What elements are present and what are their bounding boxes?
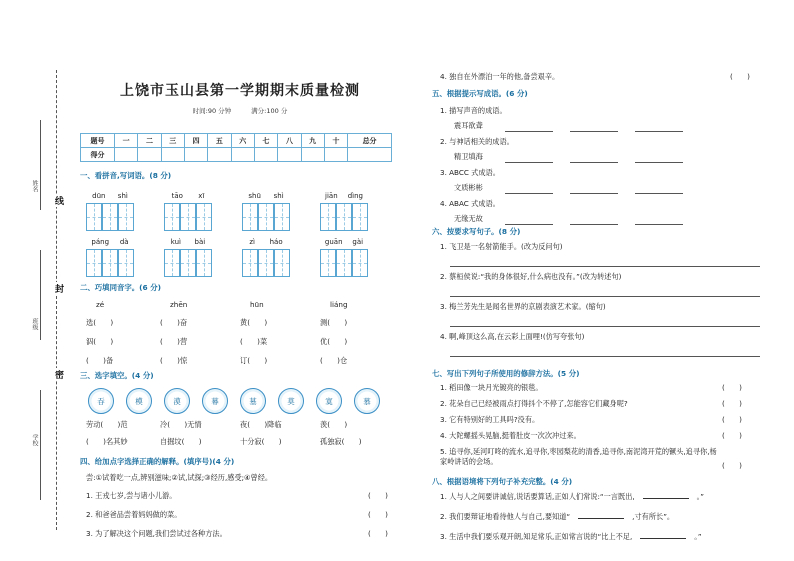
tianzi-grid[interactable]: [164, 249, 212, 277]
tianzi-cell[interactable]: [242, 203, 258, 231]
pinyin-group: [164, 192, 212, 231]
score-cell[interactable]: [324, 148, 347, 162]
pinyin-syllable: dūn: [92, 192, 106, 200]
rewrite-item: 1. 飞卫是一名射箭能手。(改为反问句): [440, 242, 563, 251]
homophone-blank[interactable]: 黄( ): [240, 318, 268, 327]
idiom-example: 无缘无故: [454, 214, 483, 223]
score-cell[interactable]: [231, 148, 254, 162]
completion-item: [440, 512, 674, 522]
score-cell[interactable]: [184, 148, 207, 162]
score-cell[interactable]: [254, 148, 277, 162]
idiom-blank[interactable]: [505, 131, 553, 132]
score-header-cell: 四: [184, 134, 207, 148]
rhetoric-item: 3. 它有特别好的工具吗?没有。: [440, 415, 540, 424]
idiom-blank[interactable]: [505, 193, 553, 194]
idiom-blank[interactable]: [570, 224, 618, 225]
answer-paren[interactable]: ( ): [722, 399, 742, 408]
pinyin-syllable: kuì: [170, 238, 181, 246]
seal-word-seal: 封: [53, 284, 63, 293]
tianzi-cell[interactable]: [86, 203, 102, 231]
idiom-prompt: 3. ABCC 式成语。: [440, 168, 500, 177]
homophone-blank[interactable]: ( )奋: [160, 318, 188, 327]
score-header-cell: 八: [278, 134, 301, 148]
char-fill-blank[interactable]: 劳动( )范: [86, 420, 128, 429]
rewrite-answer-line[interactable]: [450, 266, 760, 267]
tianzi-cell[interactable]: [86, 249, 102, 277]
idiom-example: 文质彬彬: [454, 183, 483, 192]
definition-item: 2. 和爸爸品尝着妈妈做的菜。: [86, 510, 182, 519]
completion-text: 2. 我们要辩证地看待他人与自己,要知道“: [440, 512, 571, 521]
rewrite-answer-line[interactable]: [450, 326, 760, 327]
tianzi-grid[interactable]: [320, 203, 368, 231]
pinyin-label: [86, 192, 134, 203]
char-fill-blank[interactable]: 孤独寂( ): [320, 437, 362, 446]
char-option-badge: 模: [126, 388, 152, 414]
rewrite-item: 4. 啊,峰顶这么高,在云彩上面哩!(仿写夸张句): [440, 332, 585, 341]
definition-item: 3. 为了解决这个问题,我们尝试过各种方法。: [86, 529, 227, 538]
pinyin-syllable: bài: [194, 238, 206, 246]
pinyin-label: [164, 192, 212, 203]
seal-dashed-line: [56, 70, 57, 530]
char-fill-blank[interactable]: 冷( )无情: [160, 420, 202, 429]
rhetoric-item: 5. 追寻你,延河叮咚的流水,追寻你,枣园梨花的清香,追寻你,南泥湾开荒的镢头,追寻你,杨家岭讲话的会场。: [440, 447, 717, 466]
s4-item-4: 4. 独自在外漂泊一年的他,备尝艰辛。: [440, 72, 560, 81]
score-header-cell: 一: [115, 134, 138, 148]
pinyin-label: [242, 238, 290, 249]
section-8-title: 八、根据语境将下列句子补充完整。(4 分): [432, 477, 573, 486]
tianzi-cell[interactable]: [164, 203, 180, 231]
section-4-options: 尝:①试着吃一点,辨别滋味;②试,试探;③经历,感受;④曾经。: [86, 473, 273, 482]
tianzi-cell[interactable]: [102, 203, 118, 231]
completion-item: [440, 532, 702, 542]
pinyin-group: [320, 192, 368, 231]
rhetoric-item: 4. 大陀螺摇头晃脑,挺着肚皮一次次冲过来。: [440, 431, 581, 440]
pinyin-label: [164, 238, 212, 249]
idiom-blank[interactable]: [505, 162, 553, 163]
char-option-badge: 幕: [202, 388, 228, 414]
idiom-blank[interactable]: [505, 224, 553, 225]
tianzi-cell[interactable]: [118, 203, 134, 231]
char-option-badge: 慕: [354, 388, 380, 414]
tianzi-grid[interactable]: [242, 249, 290, 277]
school-label: 学校: [31, 434, 38, 446]
score-header-cell: 十: [324, 134, 347, 148]
pinyin-syllable: jiān: [325, 192, 338, 200]
completion-blank[interactable]: [643, 492, 689, 499]
section-3-title: 三、选字填空。(4 分): [80, 371, 154, 380]
score-header-cell: 七: [254, 134, 277, 148]
homophone-blank[interactable]: ( )营: [160, 337, 188, 346]
exam-score: 满分:100 分: [251, 107, 288, 115]
answer-paren[interactable]: ( ): [368, 510, 388, 519]
homophone-pinyin: zé: [96, 300, 105, 309]
char-option-badge: 漠: [164, 388, 190, 414]
homophone-blank[interactable]: ( )惊: [160, 356, 188, 365]
exam-time: 时间:90 分钟: [192, 107, 232, 115]
idiom-example: 震耳欲聋: [454, 121, 483, 130]
pinyin-syllable: dà: [119, 238, 129, 246]
score-header-cell: 总分: [348, 134, 392, 148]
section-4-title: 四、给加点字选择正确的解释。(填序号)(4 分): [80, 457, 235, 466]
rhetoric-item: 2. 花朵自己已经被雨点打得抖个不停了,怎能容它们藏身呢?: [440, 399, 628, 408]
pinyin-label: [320, 192, 368, 203]
exam-meta: [80, 106, 400, 115]
homophone-blank[interactable]: 优( ): [320, 337, 348, 346]
tianzi-cell[interactable]: [274, 249, 290, 277]
tianzi-cell[interactable]: [118, 249, 134, 277]
answer-paren[interactable]: ( ): [730, 72, 750, 81]
score-cell[interactable]: [138, 148, 161, 162]
definition-item: 1. 王戎七岁,尝与诸小儿游。: [86, 491, 177, 500]
pinyin-label: [86, 238, 134, 249]
seal-strip: [0, 0, 70, 561]
answer-paren[interactable]: ( ): [368, 491, 388, 500]
char-fill-blank[interactable]: 夜( )降临: [240, 420, 282, 429]
pinyin-syllable: páng: [91, 238, 110, 246]
idiom-blank[interactable]: [635, 224, 683, 225]
pinyin-syllable: guān: [324, 238, 343, 246]
section-6-title: 六、按要求写句子。(8 分): [432, 227, 521, 236]
class-label: 班级: [31, 318, 38, 330]
char-option-badge: 吞: [88, 388, 114, 414]
score-cell[interactable]: [278, 148, 301, 162]
homophone-blank[interactable]: 泅( ): [86, 337, 114, 346]
tianzi-cell[interactable]: [258, 203, 274, 231]
rewrite-item: 3. 梅兰芳先生是闻名世界的京剧表演艺术家。(缩句): [440, 302, 606, 311]
tianzi-cell[interactable]: [274, 203, 290, 231]
tianzi-grid[interactable]: [242, 203, 290, 231]
completion-text: 3. 生活中我们要乐观开朗,知足常乐,正如常言说的“比上不足,: [440, 532, 633, 541]
char-fill-blank[interactable]: ( )名其妙: [86, 437, 128, 446]
score-cell[interactable]: [301, 148, 324, 162]
pinyin-syllable: xī: [198, 192, 205, 200]
char-option-badge: 寞: [316, 388, 342, 414]
completion-item: [440, 492, 704, 502]
homophone-blank[interactable]: ( )备: [86, 356, 114, 365]
completion-text: 1. 人与人之间要讲诚信,说话要算话,正如人们常说:“一言既出,: [440, 492, 635, 501]
rewrite-item: 2. 蔡桓侯说:“我的身体很好,什么病也没有。”(改为转述句): [440, 272, 622, 281]
pinyin-syllable: zì: [249, 238, 255, 246]
tianzi-cell[interactable]: [352, 203, 368, 231]
pinyin-syllable: shì: [273, 192, 284, 200]
answer-paren[interactable]: ( ): [722, 431, 742, 440]
tianzi-cell[interactable]: [320, 203, 336, 231]
tianzi-cell[interactable]: [258, 249, 274, 277]
seal-word-dense: 密: [53, 370, 63, 379]
idiom-prompt: 2. 与神话相关的成语。: [440, 137, 514, 146]
score-header-cell: 三: [161, 134, 184, 148]
tianzi-cell[interactable]: [196, 203, 212, 231]
completion-tail: ,寸有所长”。: [632, 512, 675, 521]
idiom-prompt: 4. ABAC 式成语。: [440, 199, 500, 208]
completion-tail: 。”: [696, 492, 704, 501]
tianzi-grid[interactable]: [164, 203, 212, 231]
completion-tail: 。”: [694, 532, 702, 541]
idiom-blank[interactable]: [635, 131, 683, 132]
char-fill-blank[interactable]: 自掘坟( ): [160, 437, 202, 446]
pinyin-group: [86, 238, 134, 277]
char-fill-blank[interactable]: 十分寂( ): [240, 437, 282, 446]
pinyin-group: [164, 238, 212, 277]
score-header-cell: 二: [138, 134, 161, 148]
score-cell[interactable]: [161, 148, 184, 162]
pinyin-syllable: dìng: [347, 192, 363, 200]
score-cell[interactable]: [348, 148, 392, 162]
tianzi-cell[interactable]: [336, 203, 352, 231]
rewrite-answer-line[interactable]: [450, 356, 760, 357]
pinyin-row-1: [86, 192, 398, 231]
pinyin-group: [86, 192, 134, 231]
answer-paren[interactable]: ( ): [722, 461, 742, 470]
page-title: 上饶市玉山县第一学期期末质量检测: [120, 83, 360, 99]
idiom-blank[interactable]: [635, 193, 683, 194]
answer-paren[interactable]: ( ): [722, 383, 742, 392]
pinyin-row-2: [86, 238, 398, 277]
score-table: [80, 133, 392, 162]
tianzi-cell[interactable]: [352, 249, 368, 277]
idiom-blank[interactable]: [635, 162, 683, 163]
pinyin-syllable: háo: [269, 238, 283, 246]
homophone-blank[interactable]: ( )仓: [320, 356, 348, 365]
score-cell[interactable]: [208, 148, 231, 162]
score-header-cell: 题号: [81, 134, 115, 148]
homophone-pinyin: liáng: [330, 300, 348, 309]
pinyin-syllable: shū: [248, 192, 261, 200]
section-5-title: 五、根据提示写成语。(6 分): [432, 89, 528, 98]
class-line: [40, 250, 41, 340]
tianzi-grid[interactable]: [86, 203, 134, 231]
idiom-blank[interactable]: [570, 162, 618, 163]
rewrite-answer-line[interactable]: [450, 296, 760, 297]
score-header-cell: 六: [231, 134, 254, 148]
score-header-cell: 九: [301, 134, 324, 148]
score-cell: 得分: [81, 148, 115, 162]
tianzi-cell[interactable]: [180, 249, 196, 277]
homophone-pinyin: hūn: [250, 300, 264, 309]
pinyin-group: [242, 238, 290, 277]
score-cell[interactable]: [115, 148, 138, 162]
tianzi-cell[interactable]: [164, 249, 180, 277]
homophone-pinyin: zhēn: [170, 300, 188, 309]
idiom-prompt: 1. 描写声音的成语。: [440, 106, 507, 115]
pinyin-syllable: shì: [117, 192, 128, 200]
name-line: [40, 120, 41, 210]
school-line: [40, 390, 41, 500]
char-option-badge: 莫: [278, 388, 304, 414]
seal-word-line: 线: [53, 196, 63, 205]
pinyin-group: [242, 192, 290, 231]
homophone-blank[interactable]: 测( ): [320, 318, 348, 327]
answer-paren[interactable]: ( ): [368, 529, 388, 538]
pinyin-label: [320, 238, 368, 249]
pinyin-label: [242, 192, 290, 203]
pinyin-syllable: gài: [352, 238, 364, 246]
idiom-blank[interactable]: [570, 193, 618, 194]
tianzi-grid[interactable]: [320, 249, 368, 277]
section-1-title: 一、看拼音,写词语。(8 分): [80, 171, 172, 180]
tianzi-grid[interactable]: [86, 249, 134, 277]
section-2-title: 二、巧填同音字。(6 分): [80, 283, 161, 292]
tianzi-cell[interactable]: [320, 249, 336, 277]
completion-blank[interactable]: [640, 532, 686, 539]
tianzi-cell[interactable]: [336, 249, 352, 277]
char-option-badge: 墓: [240, 388, 266, 414]
char-fill-blank[interactable]: 羡( ): [320, 420, 348, 429]
tianzi-cell[interactable]: [196, 249, 212, 277]
idiom-blank[interactable]: [570, 131, 618, 132]
homophone-blank[interactable]: 选( ): [86, 318, 114, 327]
pinyin-syllable: tāo: [171, 192, 183, 200]
score-header-cell: 五: [208, 134, 231, 148]
tianzi-cell[interactable]: [242, 249, 258, 277]
completion-blank[interactable]: [578, 512, 624, 519]
homophone-blank[interactable]: ( )菜: [240, 337, 268, 346]
idiom-example: 精卫填海: [454, 152, 483, 161]
section-7-title: 七、写出下列句子所使用的修辞方法。(5 分): [432, 369, 580, 378]
name-label: 姓名: [31, 180, 38, 192]
tianzi-cell[interactable]: [180, 203, 196, 231]
rhetoric-item: 1. 稻田像一块月光镀亮的银毯。: [440, 383, 543, 392]
tianzi-cell[interactable]: [102, 249, 118, 277]
pinyin-group: [320, 238, 368, 277]
homophone-blank[interactable]: 订( ): [240, 356, 268, 365]
answer-paren[interactable]: ( ): [722, 415, 742, 424]
